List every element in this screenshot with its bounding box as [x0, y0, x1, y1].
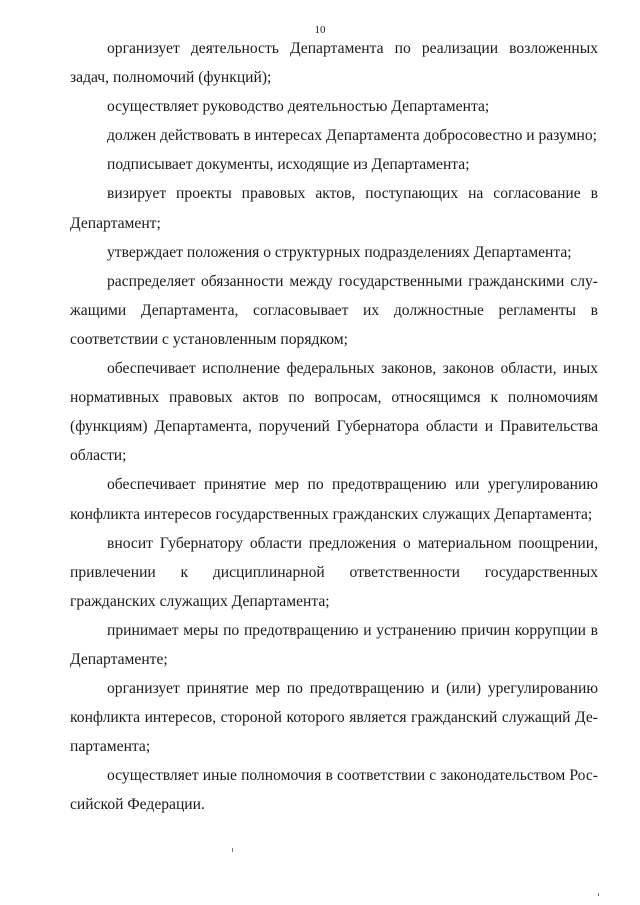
paragraph: осуществляет руководство деятельностью Департамента; [107, 98, 490, 116]
page-number: 10 [314, 24, 326, 36]
paragraph: утверждает положения о структурных подразделениях Департамента; [107, 243, 572, 261]
paragraph: осуществляет иные полномочия в соответствии с законодательством Российской Федерации. [70, 767, 598, 814]
paragraph: организует деятельность Департамента по реализации возложенных задач, полномочий (функций); [70, 40, 598, 87]
paragraph: распределяет обязанности между государственными гражданскими служащими Департамента, согласовывает их должностные регламенты в соответствии с установленным порядком; [70, 272, 598, 348]
paragraph: подписывает документы, исходящие из Департамента; [107, 156, 470, 174]
paragraph: обеспечивает исполнение федеральных законов, законов области, иных нормативных правовых актов по вопросам, относящимся к полномочиям (функциям) Департамента, поручений Губернатора области и Правительства области; [70, 360, 598, 465]
scan-artifact [232, 848, 233, 852]
paragraph: обеспечивает принятие мер по предотвращению или урегулированию конфликта интересов государственных гражданских служащих Департамента; [70, 476, 598, 523]
scan-artifact [598, 893, 599, 896]
document-body [70, 34, 598, 820]
paragraph: организует принятие мер по предотвращению и (или) урегулированию конфликта интересов, стороной которого является гражданский служащий Департамента; [70, 680, 598, 756]
paragraph: вносит Губернатору области предложения о материальном поощрении, привлечении к дисциплинарной ответственности государственных гражданских служащих Департамента; [70, 534, 598, 610]
paragraph: принимает меры по предотвращению и устранению причин коррупции в Департаменте; [70, 621, 598, 668]
paragraph: должен действовать в интересах Департамента добросовестно и разумно; [107, 127, 597, 145]
paragraph: визирует проекты правовых актов, поступающих на согласование в Департамент; [70, 185, 598, 232]
